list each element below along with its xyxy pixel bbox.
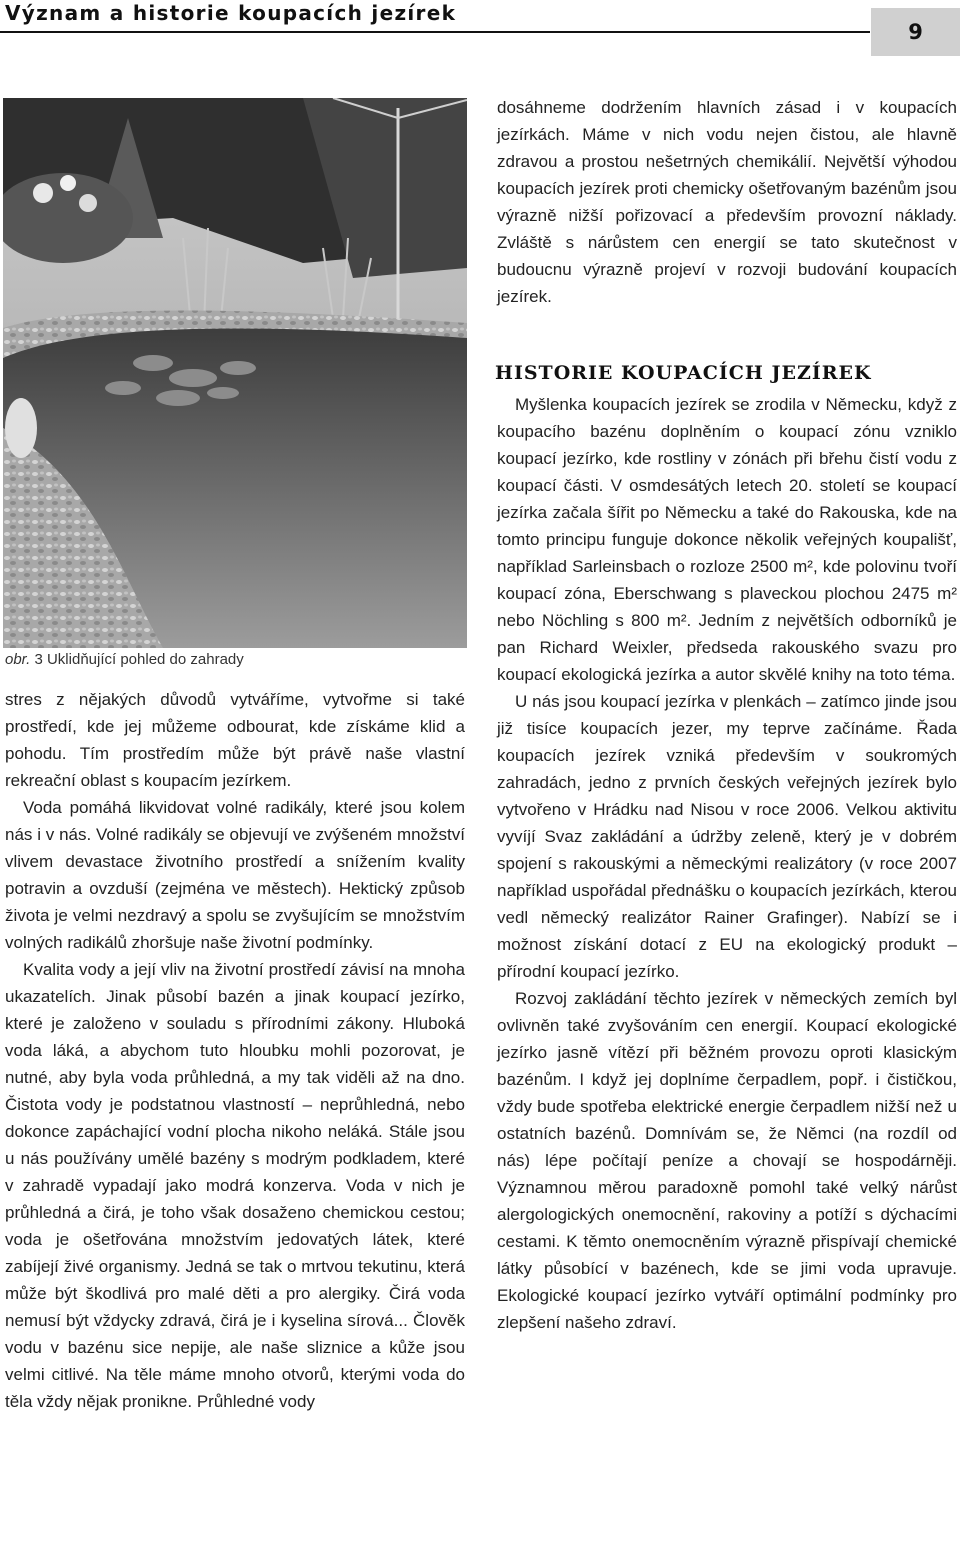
running-header-title: Význam a historie koupacích jezírek	[5, 1, 457, 25]
right-column-top-text	[497, 94, 957, 310]
garden-pond-photo	[3, 98, 467, 648]
left-column-text	[5, 686, 465, 1415]
figure-caption	[5, 651, 465, 668]
paragraph: Kvalita vody a její vliv na životní prostředí závisí na mnoha ukazatelích. Jinak působí bazén a jinak koupací jezírko, které je založeno v souladu s přírodními zákony. Hluboká voda láká, a abychom tuto hloubku mohli pozorovat, je nutné, aby byla voda průhledná, a my tak viděli až na dno. Čistota vody je podstatnou vlastností – neprůhledná, nebo dokonce zapáchající vodní plocha nikoho neláká. Stále jsou u nás používány umělé bazény s modrým podkladem, které v zahradě vypadají jako modrá konzerva. Voda v nich je průhledná a čirá, je toho však dosaženo chemickou cestou; voda je ošetřována množstvím jedovatých látek, které zabíjejí živé organismy. Jedná se tak o mrtvou tekutinu, která může být škodlivá pro malé děti a pro alergiky. Čirá voda nemusí být vždycky zdravá, čirá je i kyselina sírová... Člověk vodu v bazénu sice nepije, ale naše sliznice a kůže jsou velmi citlivé. Na těle máme mnoho otvorů, kterými voda do těla vždy nějak pronikne. Průhledné vody	[5, 960, 465, 1411]
history-section-text	[497, 391, 957, 1336]
section-heading-history: HISTORIE KOUPACÍCH JEZÍREK	[495, 362, 872, 384]
paragraph: Myšlenka koupacích jezírek se zrodila v Německu, když z koupacího bazénu doplněním o koupací zónu vzniklo koupací jezírko, kde rostliny v zónách při břehu čistí vodu z koupací části. V osmdesátých letech 20. století se koupací jezírka začala šířit po Německu a také do Rakouska, kde na tomto principu funguje dokonce několik veřejných koupališť, například Sarleinsbach o rozloze 2500 m², kde polovinu tvoří koupací zóna, Eberschwang s plaveckou plochou 2475 m² nebo Nöchling s 800 m². Jedním z největších odborníků je pan Richard Weixler, předseda rakouského svazu pro koupací ekologická jezírka a autor skvělé knihy na toto téma.	[497, 395, 957, 684]
paragraph: stres z nějakých důvodů vytváříme, vytvořme si také prostředí, kde jej můžeme odbourat, kde získáme klid a pohodu. Tím prostředím může být právě naše vlastní rekreační oblast s koupacím jezírkem.	[5, 690, 465, 790]
caption-text: 3 Uklidňující pohled do zahrady	[34, 651, 244, 668]
paragraph: dosáhneme dodržením hlavních zásad i v koupacích jezírkách. Máme v nich vodu nejen čistou, ale hlavně zdravou a prostou nešetrných chemikálií. Největší výhodou koupacích jezírek proti chemicky ošetřovaným bazénům jsou výrazně nižší pořizovací a především provozní náklady. Zvláště s nárůstem cen energií se tato skutečnost v budoucnu výrazně projeví v rozvoji budování koupacích jezírek.	[497, 98, 957, 306]
paragraph: Rozvoj zakládání těchto jezírek v německých zemích byl ovlivněn také zvyšováním cen energií. Koupací ekologické jezírko jasně vítězí při běžném provozu oproti klasickým bazénům. I když jej doplníme čerpadlem, popř. i čističkou, vždy bude spotřeba elektrické energie čerpadlem nižší než u ostatních bazénů. Domnívám se, že Němci (na rozdíl od nás) lépe počítají peníze a chovají se hospodárněji. Významnou měrou paradoxně pomohl také velký nárůst alergologických onemocnění, rakoviny a potíží s dýchacími cestami. K těmto onemocněním výrazně přispívají chemické látky působící v bazénech, kde se jimi voda upravuje. Ekologické koupací jezírko vytváří optimální podmínky pro zlepšení našeho zdraví.	[497, 989, 957, 1332]
paragraph: Voda pomáhá likvidovat volné radikály, které jsou kolem nás i v nás. Volné radikály se objevují ve zvýšeném množství vlivem devastace životního prostředí a snížením kvality potravin a ovzduší (zejména ve městech). Hektický způsob života je velmi nezdravý a spolu se zvyšujícím se množstvím volných radikálů zhoršuje naše životní podmínky.	[5, 798, 465, 952]
page-number: 9	[871, 8, 960, 56]
paragraph: U nás jsou koupací jezírka v plenkách – zatímco jinde jsou již tisíce koupacích jezer, my teprve začínáme. Řada koupacích jezírek vzniká především v soukromých zahradách, jedno z prvních českých veřejných jezírek bylo vytvořeno v Hrádku nad Nisou v roce 2006. Velkou aktivitu vyvíjí Svaz zakládání a údržby zeleně, který je v dobrém spojení s rakouskými a německými realizátory (v roce 2007 například uspořádal přednášku o koupacích jezírkách, kterou vedl německý realizátor Rainer Grafinger). Nabízí se i možnost získání dotací z EU na ekologický produkt – přírodní koupací jezírko.	[497, 692, 957, 981]
header-rule	[0, 31, 870, 33]
caption-label: obr.	[5, 651, 31, 668]
